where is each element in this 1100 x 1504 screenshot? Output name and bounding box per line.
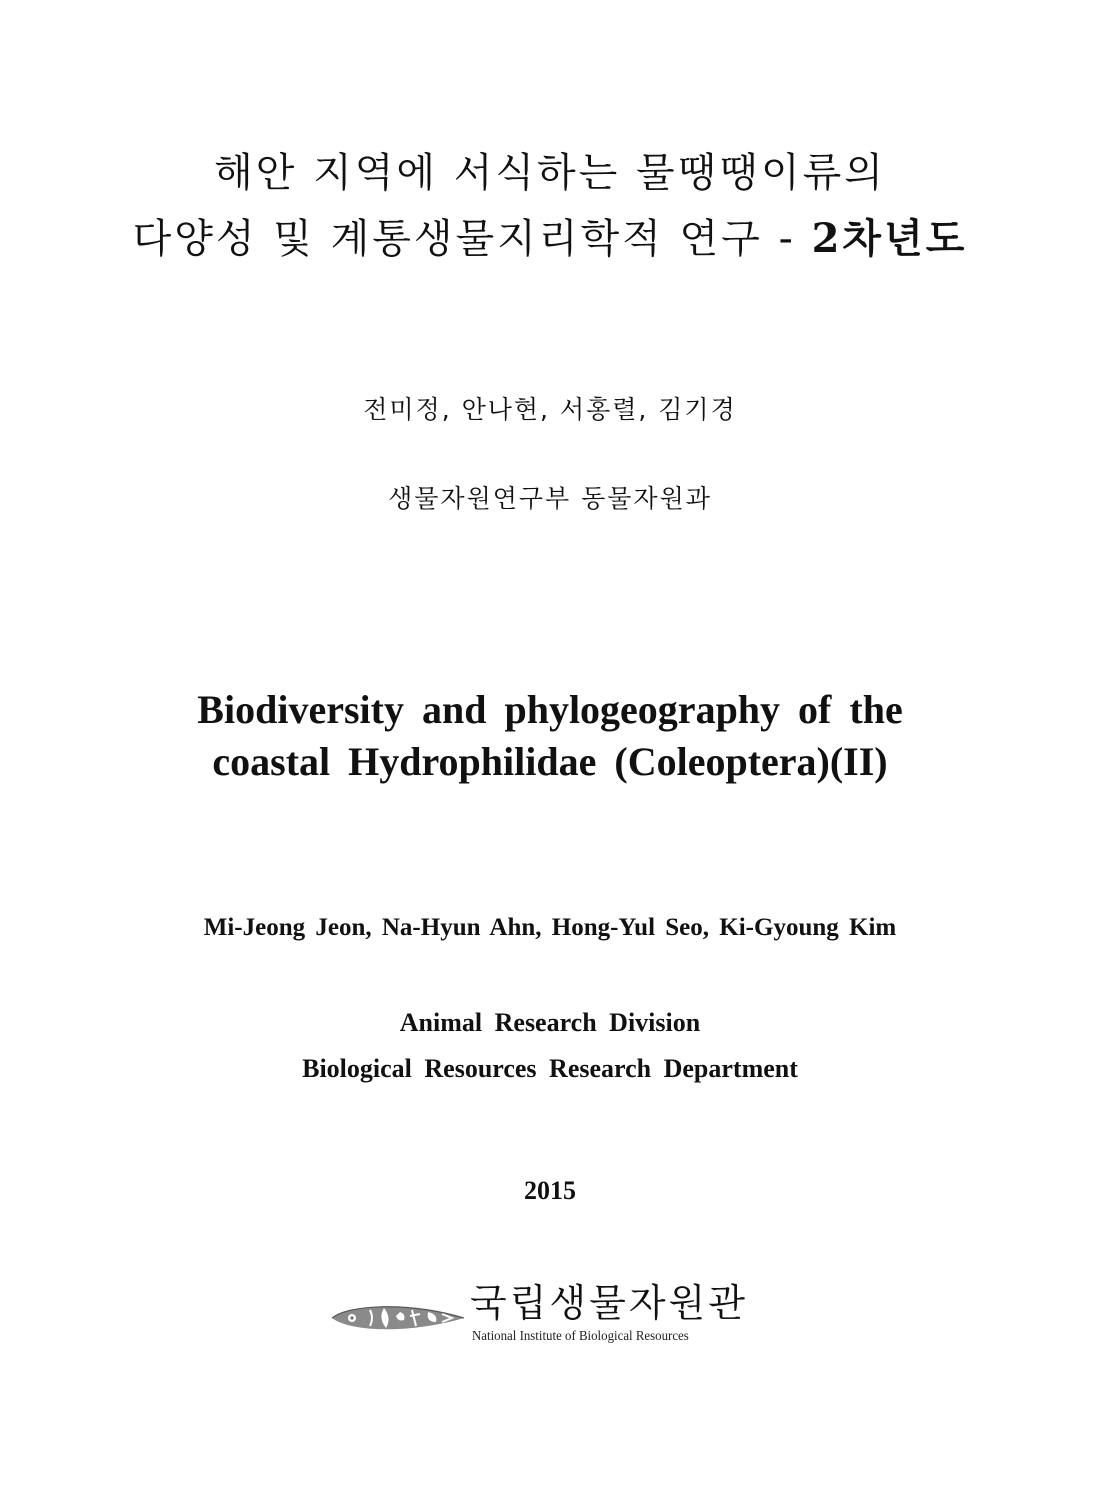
- korean-title-line-1: 해안 지역에 서식하는 물땡땡이류의: [214, 150, 886, 196]
- english-department: Biological Resources Research Department: [302, 1054, 798, 1083]
- english-title: [0, 684, 1100, 788]
- korean-title: [0, 140, 1100, 272]
- korean-department: 생물자원연구부 동물자원과: [388, 484, 712, 513]
- institute-name-english: National Institute of Biological Resources: [472, 1329, 689, 1344]
- korean-title-year-suffix: 2차년도: [811, 215, 968, 262]
- english-title-line-1: Biodiversity and phylogeography of the: [197, 687, 903, 732]
- korean-title-line-2: [0, 206, 1100, 272]
- english-authors: Mi-Jeong Jeon, Na-Hyun Ahn, Hong-Yul Seo, Ki-Gyoung Kim: [203, 914, 897, 941]
- korean-title-line-2-main: 다양성 및 계통생물지리학적 연구 -: [132, 216, 812, 262]
- korean-authors: 전미정, 안나현, 서홍렬, 김기경: [363, 395, 737, 424]
- english-affiliation: [0, 1000, 1100, 1092]
- institute-logo: [330, 1278, 770, 1358]
- english-title-line-2: coastal Hydrophilidae (Coleoptera)(II): [212, 739, 888, 784]
- publication-year: 2015: [524, 1176, 576, 1205]
- english-division: Animal Research Division: [399, 1008, 701, 1037]
- institute-name-korean: 국립생물자원관: [470, 1281, 748, 1325]
- leaf-emblem-icon: [330, 1300, 466, 1336]
